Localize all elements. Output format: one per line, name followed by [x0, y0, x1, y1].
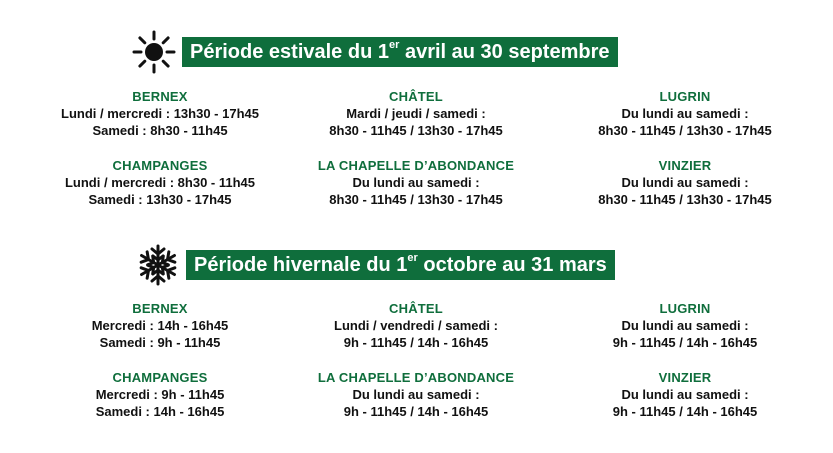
- location-lugrin: [550, 88, 820, 139]
- summer-title-sup: er: [388, 39, 400, 51]
- winter-header: [136, 243, 615, 287]
- winter-col-right: [550, 300, 820, 438]
- location-name: BERNEX: [132, 89, 188, 104]
- hours-line: Samedi : 9h - 11h45: [99, 335, 221, 350]
- snowflake-icon: [136, 243, 180, 287]
- summer-col-left: [25, 88, 295, 226]
- location-la-chapelle: [281, 369, 551, 420]
- winter-col-middle: [281, 300, 551, 438]
- winter-title-suffix: octobre au 31 mars: [417, 254, 607, 276]
- hours-line: Du lundi au samedi :: [621, 318, 749, 333]
- hours-line: Mercredi : 9h - 11h45: [95, 387, 225, 402]
- winter-title-prefix: Période hivernale du 1: [194, 254, 408, 276]
- hours-line: 8h30 - 11h45 / 13h30 - 17h45: [329, 192, 503, 207]
- summer-title: [182, 37, 618, 67]
- hours-line: 9h - 11h45 / 14h - 16h45: [343, 335, 489, 350]
- location-name: CHAMPANGES: [112, 370, 208, 385]
- location-vinzier: [550, 369, 820, 420]
- location-name: LUGRIN: [659, 89, 711, 104]
- hours-line: Samedi : 8h30 - 11h45: [92, 123, 228, 138]
- location-champanges: [25, 157, 295, 208]
- location-name: CHÂTEL: [389, 89, 443, 104]
- summer-title-suffix: avril au 30 septembre: [399, 41, 610, 63]
- location-chatel: [281, 300, 551, 351]
- hours-line: 9h - 11h45 / 14h - 16h45: [612, 404, 758, 419]
- location-name: LA CHAPELLE D’ABONDANCE: [317, 370, 515, 385]
- hours-line: Du lundi au samedi :: [621, 387, 749, 402]
- location-lugrin: [550, 300, 820, 351]
- hours-line: Mardi / jeudi / samedi :: [346, 106, 486, 121]
- winter-title: [186, 250, 615, 280]
- summer-header: [132, 30, 618, 74]
- hours-line: 9h - 11h45 / 14h - 16h45: [612, 335, 758, 350]
- location-vinzier: [550, 157, 820, 208]
- location-bernex: [25, 88, 295, 139]
- location-name: CHAMPANGES: [112, 158, 208, 173]
- hours-line: 8h30 - 11h45 / 13h30 - 17h45: [329, 123, 503, 138]
- location-la-chapelle: [281, 157, 551, 208]
- hours-line: Samedi : 14h - 16h45: [95, 404, 225, 419]
- hours-line: Samedi : 13h30 - 17h45: [88, 192, 232, 207]
- location-name: CHÂTEL: [389, 301, 443, 316]
- hours-line: Lundi / mercredi : 13h30 - 17h45: [61, 106, 259, 121]
- location-name: BERNEX: [132, 301, 188, 316]
- location-name: VINZIER: [658, 158, 712, 173]
- location-name: LUGRIN: [659, 301, 711, 316]
- hours-line: 8h30 - 11h45 / 13h30 - 17h45: [598, 192, 772, 207]
- location-name: VINZIER: [658, 370, 712, 385]
- hours-line: 9h - 11h45 / 14h - 16h45: [343, 404, 489, 419]
- hours-line: Du lundi au samedi :: [352, 175, 480, 190]
- hours-line: 8h30 - 11h45 / 13h30 - 17h45: [598, 123, 772, 138]
- hours-line: Lundi / mercredi : 8h30 - 11h45: [64, 175, 255, 190]
- hours-line: Du lundi au samedi :: [621, 175, 749, 190]
- location-champanges: [25, 369, 295, 420]
- winter-col-left: [25, 300, 295, 438]
- summer-col-middle: [281, 88, 551, 226]
- summer-title-prefix: Période estivale du 1: [190, 41, 389, 63]
- hours-line: Lundi / vendredi / samedi :: [334, 318, 498, 333]
- hours-line: Du lundi au samedi :: [352, 387, 480, 402]
- summer-col-right: [550, 88, 820, 226]
- sun-icon: [132, 30, 176, 74]
- location-chatel: [281, 88, 551, 139]
- winter-title-sup: er: [407, 252, 418, 264]
- hours-line: Mercredi : 14h - 16h45: [91, 318, 229, 333]
- location-name: LA CHAPELLE D’ABONDANCE: [317, 158, 515, 173]
- hours-line: Du lundi au samedi :: [621, 106, 749, 121]
- location-bernex: [25, 300, 295, 351]
